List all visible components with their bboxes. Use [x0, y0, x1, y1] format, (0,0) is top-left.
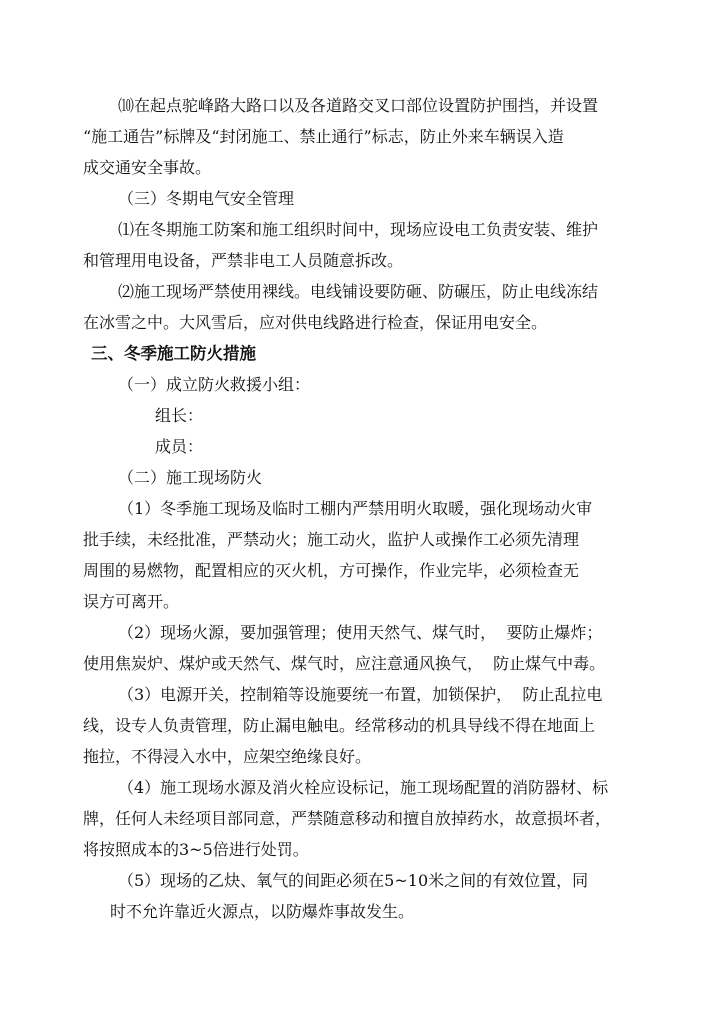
text-line: 误方可离开。: [83, 592, 180, 611]
subsection-heading: （二）施工现场防火: [118, 468, 263, 487]
leader-label: 组长：: [155, 406, 204, 425]
text-line: （5）现场的乙炔、氧气的间距必须在5~10米之间的有效位置，同: [118, 871, 589, 890]
text-line: ⑴在冬期施工防案和施工组织时间中，现场应设电工负责安装、维护: [118, 220, 599, 239]
text-line: 拖拉，不得浸入水中，应架空绝缘良好。: [83, 747, 372, 766]
text-line: （4）施工现场水源及消火栓应设标记，施工现场配置的消防器材、标: [118, 778, 609, 797]
text-line: 使用焦炭炉、煤炉或天然气、煤气时，应注意通风换气， 防止煤气中毒。: [83, 654, 606, 673]
text-line: ⑵施工现场严禁使用裸线。电线铺设要防砸、防碾压，防止电线冻结: [118, 282, 599, 301]
text-line: ⑽在起点驼峰路大路口以及各道路交叉口部位设置防护围挡，并设置: [118, 96, 599, 115]
text-line: 和管理用电设备，严禁非电工人员随意拆改。: [83, 251, 404, 270]
text-line: “施工通告”标牌及“封闭施工、禁止通行”标志，防止外来车辆误入造: [83, 127, 564, 146]
text-line: 周围的易燃物，配置相应的灭火机，方可操作，作业完毕，必须检查无: [83, 561, 580, 580]
text-line: （2）现场火源，要加强管理；使用天然气、煤气时， 要防止爆炸；: [118, 623, 603, 642]
member-label: 成员：: [155, 437, 204, 456]
text-line: 线，设专人负责管理，防止漏电触电。经常移动的机具导线不得在地面上: [83, 716, 596, 735]
text-line: 批手续，未经批准，严禁动火；施工动火，监护人或操作工必须先清理: [83, 530, 580, 549]
subsection-heading: （三）冬期电气安全管理: [118, 189, 295, 208]
text-line: （3）电源开关，控制箱等设施要统一布置，加锁保护， 防止乱拉电: [118, 685, 603, 704]
text-line: 将按照成本的3~5倍进行处罚。: [83, 840, 309, 859]
text-line: 时不允许靠近火源点，以防爆炸事故发生。: [110, 902, 415, 921]
subsection-heading: （一）成立防火救援小组：: [118, 375, 311, 394]
text-line: 牌，任何人未经项目部同意，严禁随意移动和擅自放掉药水，故意损坏者，: [83, 809, 612, 828]
text-line: 成交通安全事故。: [83, 158, 212, 177]
text-line: 在冰雪之中。大风雪后，应对供电线路进行检查，保证用电安全。: [83, 313, 548, 332]
section-heading: 三、冬季施工防火措施: [91, 344, 256, 363]
text-line: （1）冬季施工现场及临时工棚内严禁用明火取暖，强化现场动火审: [118, 499, 593, 518]
